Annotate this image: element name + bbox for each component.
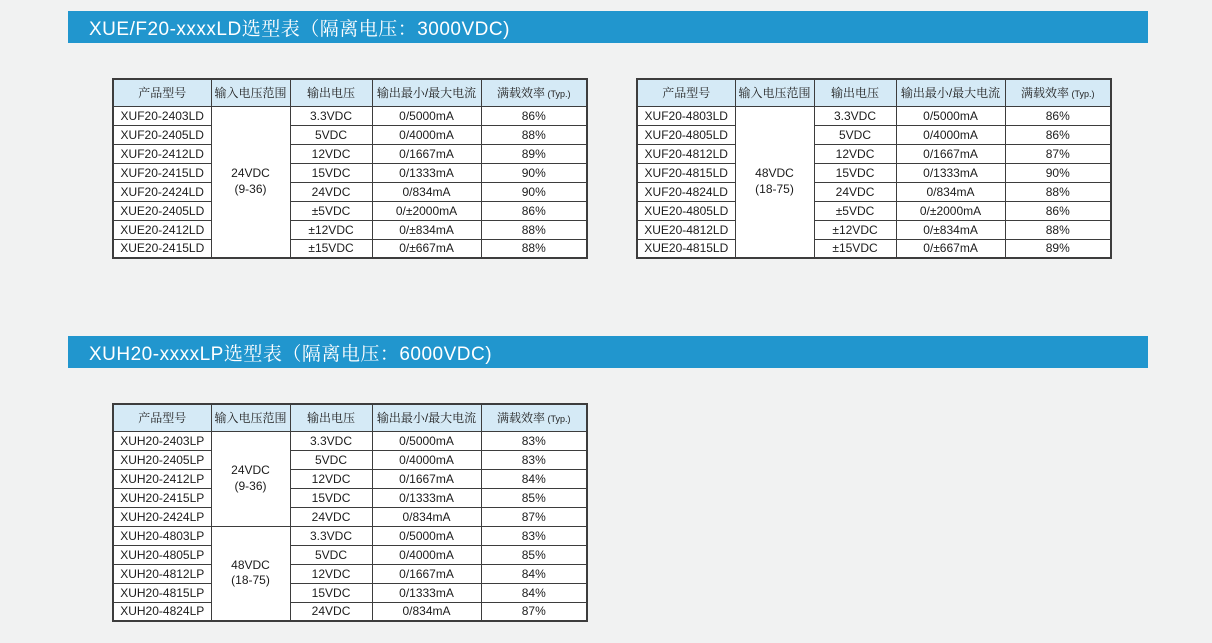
column-header-2: 输入电压范围	[211, 79, 290, 106]
table-row	[113, 564, 587, 583]
typ-label: (Typ.)	[545, 414, 571, 425]
cell-efficiency: 88%	[481, 239, 587, 258]
cell-efficiency: 86%	[1005, 125, 1111, 144]
table-row	[113, 239, 587, 258]
cell-output-current: 0/1333mA	[896, 163, 1005, 182]
cell-output-current: 0/±834mA	[896, 220, 1005, 239]
table-row	[113, 431, 587, 450]
cell-output-current: 0/±2000mA	[896, 201, 1005, 220]
table-row	[637, 239, 1111, 258]
cell-efficiency: 87%	[481, 507, 587, 526]
cell-model: XUH20-2424LP	[113, 507, 211, 526]
cell-output-current: 0/1667mA	[896, 144, 1005, 163]
cell-output-current: 0/±2000mA	[372, 201, 481, 220]
column-header-3: 输出电压	[290, 404, 372, 431]
cell-output-voltage: 12VDC	[814, 144, 896, 163]
cell-efficiency: 87%	[481, 602, 587, 621]
table-row	[637, 144, 1111, 163]
cell-efficiency: 84%	[481, 564, 587, 583]
cell-efficiency: 90%	[481, 163, 587, 182]
column-header-5	[1005, 79, 1111, 106]
cell-model: XUF20-4803LD	[637, 106, 735, 125]
cell-input-voltage-range	[211, 431, 290, 526]
cell-output-voltage: 15VDC	[814, 163, 896, 182]
cell-output-current: 0/1333mA	[372, 488, 481, 507]
cell-output-voltage: 3.3VDC	[814, 106, 896, 125]
cell-output-current: 0/834mA	[896, 182, 1005, 201]
selection-table-xuh20	[112, 403, 588, 622]
cell-efficiency: 89%	[1005, 239, 1111, 258]
cell-output-voltage: ±12VDC	[814, 220, 896, 239]
cell-output-current: 0/1667mA	[372, 469, 481, 488]
selection-table	[112, 403, 588, 622]
cell-output-voltage: 5VDC	[290, 545, 372, 564]
section-header-xuef20	[68, 11, 1148, 43]
table-row	[637, 125, 1111, 144]
table-row	[113, 201, 587, 220]
cell-output-voltage: 5VDC	[290, 125, 372, 144]
cell-output-voltage: ±15VDC	[814, 239, 896, 258]
cell-output-current: 0/4000mA	[896, 125, 1005, 144]
table-row	[637, 163, 1111, 182]
cell-output-voltage: 12VDC	[290, 469, 372, 488]
column-header-5	[481, 404, 587, 431]
typ-label: (Typ.)	[545, 89, 571, 100]
cell-output-voltage: 24VDC	[290, 507, 372, 526]
cell-output-current: 0/5000mA	[372, 106, 481, 125]
table-row	[113, 450, 587, 469]
cell-efficiency: 86%	[481, 201, 587, 220]
cell-model: XUF20-4824LD	[637, 182, 735, 201]
cell-efficiency: 88%	[481, 220, 587, 239]
cell-model: XUH20-4812LP	[113, 564, 211, 583]
typ-label: (Typ.)	[1069, 89, 1095, 100]
cell-output-current: 0/1667mA	[372, 144, 481, 163]
table-row	[113, 144, 587, 163]
cell-output-current: 0/5000mA	[372, 431, 481, 450]
selection-table	[112, 78, 588, 259]
efficiency-header-label: 满载效率	[497, 411, 546, 426]
cell-efficiency: 87%	[1005, 144, 1111, 163]
cell-efficiency: 86%	[1005, 201, 1111, 220]
column-header-2: 输入电压范围	[735, 79, 814, 106]
table-row	[113, 507, 587, 526]
cell-model: XUH20-2405LP	[113, 450, 211, 469]
input-range: (9-36)	[234, 181, 267, 196]
cell-output-voltage: 5VDC	[814, 125, 896, 144]
cell-model: XUH20-4805LP	[113, 545, 211, 564]
cell-input-voltage-range	[211, 106, 290, 258]
cell-model: XUF20-2412LD	[113, 144, 211, 163]
table-row	[113, 545, 587, 564]
cell-model: XUE20-2412LD	[113, 220, 211, 239]
table-row	[113, 488, 587, 507]
cell-output-current: 0/834mA	[372, 182, 481, 201]
cell-model: XUF20-4812LD	[637, 144, 735, 163]
cell-output-voltage: ±5VDC	[814, 201, 896, 220]
cell-output-voltage: 15VDC	[290, 583, 372, 602]
cell-model: XUF20-2405LD	[113, 125, 211, 144]
cell-model: XUH20-4803LP	[113, 526, 211, 545]
column-header-1: 产品型号	[113, 404, 211, 431]
input-voltage: 48VDC	[231, 557, 270, 572]
cell-output-voltage: 24VDC	[814, 182, 896, 201]
column-header-1: 产品型号	[113, 79, 211, 106]
cell-efficiency: 88%	[1005, 220, 1111, 239]
selection-table	[636, 78, 1112, 259]
cell-output-voltage: 15VDC	[290, 163, 372, 182]
cell-efficiency: 86%	[481, 106, 587, 125]
cell-input-voltage-range	[735, 106, 814, 258]
cell-output-voltage: ±15VDC	[290, 239, 372, 258]
cell-efficiency: 90%	[481, 182, 587, 201]
cell-output-current: 0/834mA	[372, 602, 481, 621]
table-row	[113, 526, 587, 545]
column-header-4: 输出最小/最大电流	[896, 79, 1005, 106]
header-row	[113, 404, 587, 431]
cell-output-current: 0/±834mA	[372, 220, 481, 239]
cell-efficiency: 89%	[481, 144, 587, 163]
column-header-4: 输出最小/最大电流	[372, 79, 481, 106]
cell-output-current: 0/±667mA	[896, 239, 1005, 258]
cell-output-current: 0/1333mA	[372, 163, 481, 182]
table-row	[637, 182, 1111, 201]
cell-output-current: 0/±667mA	[372, 239, 481, 258]
section-title-xuh20: XUH20-xxxxLP选型表（隔离电压：6000VDC)	[89, 343, 493, 365]
table-row	[637, 220, 1111, 239]
cell-model: XUF20-2424LD	[113, 182, 211, 201]
cell-output-current: 0/5000mA	[372, 526, 481, 545]
cell-efficiency: 84%	[481, 583, 587, 602]
cell-efficiency: 88%	[1005, 182, 1111, 201]
cell-efficiency: 84%	[481, 469, 587, 488]
cell-output-voltage: 12VDC	[290, 144, 372, 163]
table-row	[113, 182, 587, 201]
cell-model: XUH20-2415LP	[113, 488, 211, 507]
cell-efficiency: 83%	[481, 431, 587, 450]
selection-table-xuef20-48v	[636, 78, 1112, 259]
cell-model: XUH20-2403LP	[113, 431, 211, 450]
selection-table-xuef20-24v	[112, 78, 588, 259]
cell-model: XUF20-2415LD	[113, 163, 211, 182]
table-row	[113, 602, 587, 621]
cell-output-voltage: 3.3VDC	[290, 431, 372, 450]
cell-output-current: 0/4000mA	[372, 125, 481, 144]
efficiency-header-label: 满载效率	[1021, 86, 1070, 101]
cell-model: XUE20-4815LD	[637, 239, 735, 258]
cell-output-voltage: ±5VDC	[290, 201, 372, 220]
header-row	[637, 79, 1111, 106]
cell-model: XUH20-4824LP	[113, 602, 211, 621]
cell-model: XUE20-4812LD	[637, 220, 735, 239]
cell-output-current: 0/4000mA	[372, 545, 481, 564]
cell-output-voltage: 24VDC	[290, 182, 372, 201]
input-voltage: 24VDC	[231, 462, 270, 477]
cell-output-current: 0/834mA	[372, 507, 481, 526]
cell-model: XUF20-4805LD	[637, 125, 735, 144]
cell-efficiency: 85%	[481, 488, 587, 507]
table-row	[637, 201, 1111, 220]
cell-efficiency: 86%	[1005, 106, 1111, 125]
column-header-1: 产品型号	[637, 79, 735, 106]
column-header-3: 输出电压	[814, 79, 896, 106]
cell-output-voltage: 15VDC	[290, 488, 372, 507]
cell-input-voltage-range	[211, 526, 290, 621]
efficiency-header-label: 满载效率	[497, 86, 546, 101]
table-row	[113, 125, 587, 144]
cell-output-current: 0/4000mA	[372, 450, 481, 469]
table-row	[113, 469, 587, 488]
cell-output-voltage: 5VDC	[290, 450, 372, 469]
input-voltage: 48VDC	[755, 166, 794, 181]
header-row	[113, 79, 587, 106]
cell-output-voltage: ±12VDC	[290, 220, 372, 239]
column-header-2: 输入电压范围	[211, 404, 290, 431]
cell-efficiency: 90%	[1005, 163, 1111, 182]
cell-output-voltage: 3.3VDC	[290, 106, 372, 125]
cell-output-voltage: 24VDC	[290, 602, 372, 621]
cell-model: XUF20-2403LD	[113, 106, 211, 125]
input-range: (18-75)	[231, 573, 270, 588]
cell-model: XUE20-2415LD	[113, 239, 211, 258]
table-row	[113, 583, 587, 602]
column-header-4: 输出最小/最大电流	[372, 404, 481, 431]
column-header-5	[481, 79, 587, 106]
cell-model: XUF20-4815LD	[637, 163, 735, 182]
cell-output-voltage: 3.3VDC	[290, 526, 372, 545]
section-header-xuh20	[68, 336, 1148, 368]
cell-efficiency: 88%	[481, 125, 587, 144]
input-range: (18-75)	[755, 181, 794, 196]
cell-efficiency: 85%	[481, 545, 587, 564]
cell-model: XUH20-4815LP	[113, 583, 211, 602]
cell-model: XUE20-4805LD	[637, 201, 735, 220]
cell-output-current: 0/1667mA	[372, 564, 481, 583]
table-row	[113, 163, 587, 182]
cell-output-voltage: 12VDC	[290, 564, 372, 583]
cell-output-current: 0/1333mA	[372, 583, 481, 602]
cell-output-current: 0/5000mA	[896, 106, 1005, 125]
cell-efficiency: 83%	[481, 526, 587, 545]
cell-efficiency: 83%	[481, 450, 587, 469]
input-voltage: 24VDC	[231, 166, 270, 181]
table-row	[113, 220, 587, 239]
column-header-3: 输出电压	[290, 79, 372, 106]
section-title-xuef20: XUE/F20-xxxxLD选型表（隔离电压：3000VDC)	[89, 18, 510, 40]
table-row	[113, 106, 587, 125]
input-range: (9-36)	[234, 478, 267, 493]
cell-model: XUE20-2405LD	[113, 201, 211, 220]
table-row	[637, 106, 1111, 125]
cell-model: XUH20-2412LP	[113, 469, 211, 488]
